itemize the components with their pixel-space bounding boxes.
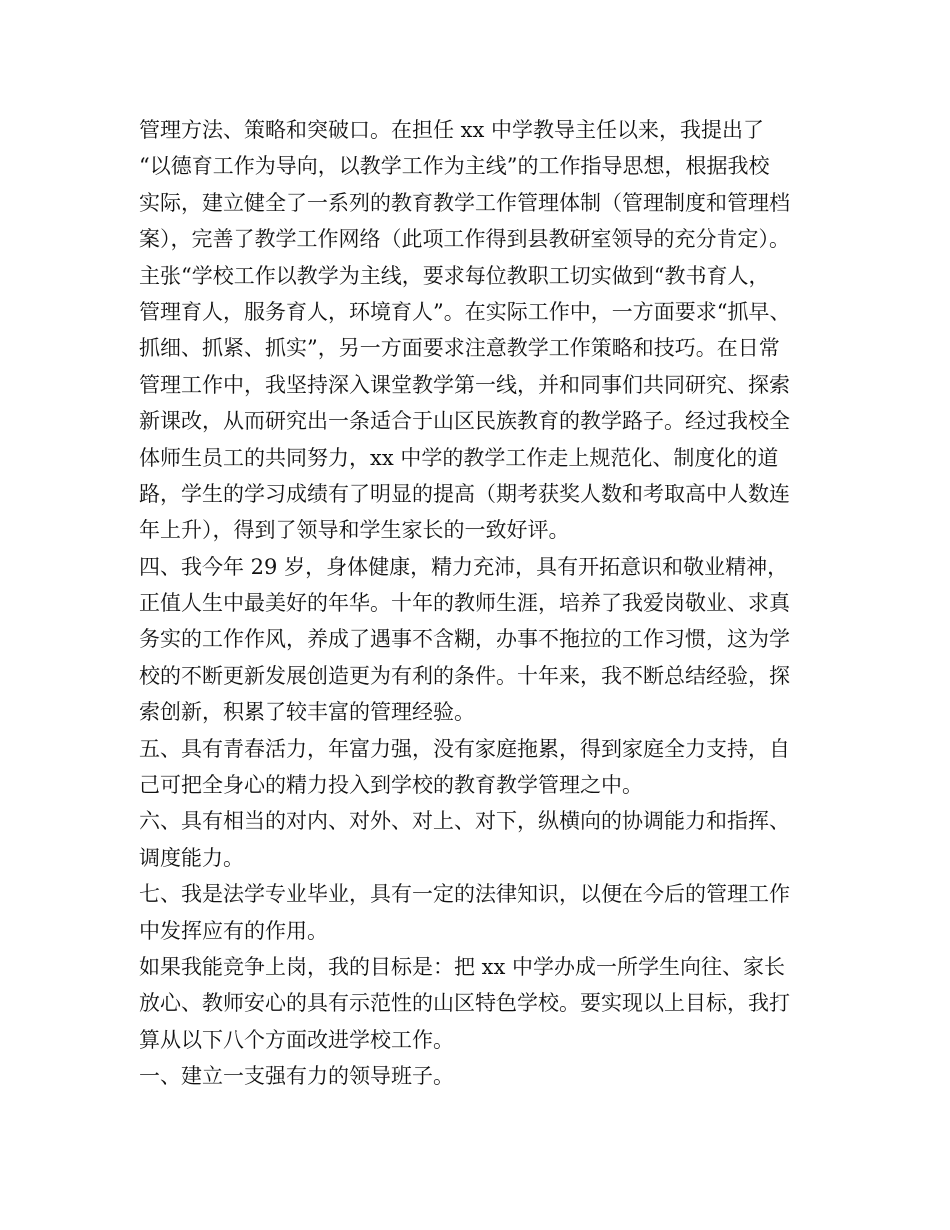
text-line: 五、具有青春活力，年富力强，没有家庭拖累，得到家庭全力支持，自: [139, 736, 790, 761]
text-line: 正值人生中最美好的年华。十年的教师生涯，培养了我爱岗敬业、求真: [139, 591, 790, 616]
text-line: 如果我能竞争上岗，我的目标是：把 xx 中学办成一所学生向往、家长: [139, 954, 786, 979]
text-line: 调度能力。: [139, 845, 244, 870]
text-line: 己可把全身心的精力投入到学校的教育教学管理之中。: [139, 773, 643, 798]
text-line: 务实的工作作风，养成了遇事不含糊，办事不拖拉的工作习惯，这为学: [139, 627, 790, 652]
text-line: 新课改，从而研究出一条适合于山区民族教育的教学路子。经过我校全: [139, 409, 790, 434]
text-line: 算从以下八个方面改进学校工作。: [139, 1027, 454, 1052]
text-line: 年上升），得到了领导和学生家长的一致好评。: [139, 518, 570, 543]
text-line: 案），完善了教学工作网络（此项工作得到县教研室领导的充分肯定）。: [139, 227, 790, 252]
text-line: 主张“学校工作以教学为主线，要求每位教职工切实做到“教书育人，: [139, 263, 770, 288]
text-line: 抓细、抓紧、抓实”，另一方面要求注意教学工作策略和技巧。在日常: [139, 336, 780, 361]
text-line: 路，学生的学习成绩有了明显的提高（期考获奖人数和考取高中人数连: [139, 481, 790, 506]
text-line: 管理育人，服务育人，环境育人”。在实际工作中，一方面要求“抓早、: [139, 299, 791, 324]
text-line: 一、建立一支强有力的领导班子。: [139, 1064, 454, 1089]
text-line: 四、我今年 29 岁，身体健康，精力充沛，具有开拓意识和敬业精神，: [139, 554, 789, 579]
text-line: 校的不断更新发展创造更为有利的条件。十年来，我不断总结经验，探: [139, 663, 790, 688]
text-line: 放心、教师安心的具有示范性的山区特色学校。要实现以上目标，我打: [139, 991, 790, 1016]
text-line: 体师生员工的共同努力，xx 中学的教学工作走上规范化、制度化的道: [139, 445, 779, 470]
text-line: 六、具有相当的对内、对外、对上、对下，纵横向的协调能力和指挥、: [139, 809, 790, 834]
text-line: 实际，建立健全了一系列的教育教学工作管理体制（管理制度和管理档: [139, 190, 790, 215]
text-line: 七、我是法学专业毕业，具有一定的法律知识，以便在今后的管理工作: [139, 882, 790, 907]
text-line: 索创新，积累了较丰富的管理经验。: [139, 700, 475, 725]
text-line: 管理工作中，我坚持深入课堂教学第一线，并和同事们共同研究、探索: [139, 372, 790, 397]
text-line: 中发挥应有的作用。: [139, 918, 328, 943]
text-line: “以德育工作为导向，以教学工作为主线”的工作指导思想，根据我校: [139, 154, 770, 179]
document-body: [139, 112, 829, 1095]
text-line: 管理方法、策略和突破口。在担任 xx 中学教导主任以来，我提出了: [139, 118, 765, 142]
